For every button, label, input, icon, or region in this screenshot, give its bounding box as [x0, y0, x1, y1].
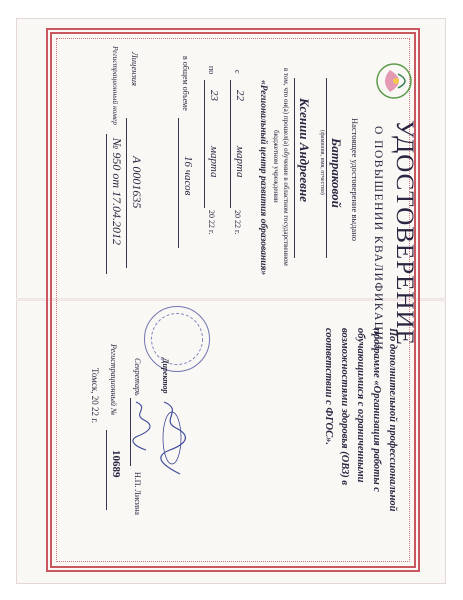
to-month: марта	[208, 146, 220, 178]
certificate-subtitle: О ПОВЫШЕНИИ КВАЛИФИКАЦИИ	[372, 126, 384, 352]
registration-underline	[106, 430, 107, 510]
volume-label: в общем объеме	[181, 56, 190, 111]
registration-number: 10689	[110, 450, 122, 478]
secretary-underline	[130, 398, 131, 466]
license-underline	[126, 118, 127, 268]
center-logo	[364, 50, 420, 112]
director-label: Директор	[161, 358, 170, 394]
certificate-title: УДОСТОВЕРЕНИЕ	[391, 120, 418, 346]
to-underline	[204, 80, 205, 208]
city-year: Томск, 20 22 г.	[90, 368, 100, 424]
statement-line-2: бюджетном учреждении	[272, 130, 280, 203]
registration-label: Регистрационный №	[109, 344, 118, 416]
program-line-1: По дополнительной профессиональной	[387, 328, 398, 512]
program-line-4: возможностями здоровья (ОВЗ) в	[339, 328, 350, 486]
program-line-2: программе «Организация работы с	[371, 328, 382, 492]
surname-underline	[326, 78, 327, 258]
intro-text: Настоящее удостоверение выдано	[350, 118, 360, 242]
license-label: Лицензия	[130, 52, 140, 86]
recipient-surname: Батраковой	[329, 138, 344, 208]
program-line-3: обучающимися с ограниченными	[355, 328, 366, 483]
to-day: 23	[208, 90, 220, 101]
from-month: марта	[234, 146, 246, 178]
secretary-name: Н.П. Лисина	[133, 472, 142, 515]
to-label: по	[207, 66, 216, 75]
program-line-5: соответствии с ФГОС».	[323, 328, 334, 446]
organization-name: «Региональный центр развития образования»	[258, 80, 268, 276]
license-reg-value: № 950 от 17.04.2012	[110, 138, 124, 245]
license-value: А 0001635	[130, 156, 144, 209]
statement-line-1: в том, что он(а) прошел(а) обучение в областном государственном	[282, 68, 290, 266]
round-stamp	[144, 306, 210, 372]
director-signature	[154, 398, 190, 478]
volume-underline	[178, 118, 179, 248]
license-reg-underline	[106, 134, 107, 274]
certificate-content	[74, 38, 428, 562]
from-underline	[230, 80, 231, 208]
to-year: 20 22 г.	[207, 210, 216, 235]
from-day: 22	[234, 90, 246, 101]
secretary-signature	[130, 398, 154, 452]
from-year: 20 22 г.	[233, 210, 242, 235]
license-reg-label: Регистрационный номер	[111, 46, 120, 126]
surname-caption: (фамилия, имя, отчество)	[319, 130, 325, 195]
volume-value: 16 часов	[182, 156, 194, 196]
from-label: с	[233, 70, 242, 74]
secretary-label: Секретарь	[133, 358, 142, 396]
given-names-underline	[294, 78, 295, 258]
recipient-given-names: Ксении Андреевне	[297, 98, 312, 202]
